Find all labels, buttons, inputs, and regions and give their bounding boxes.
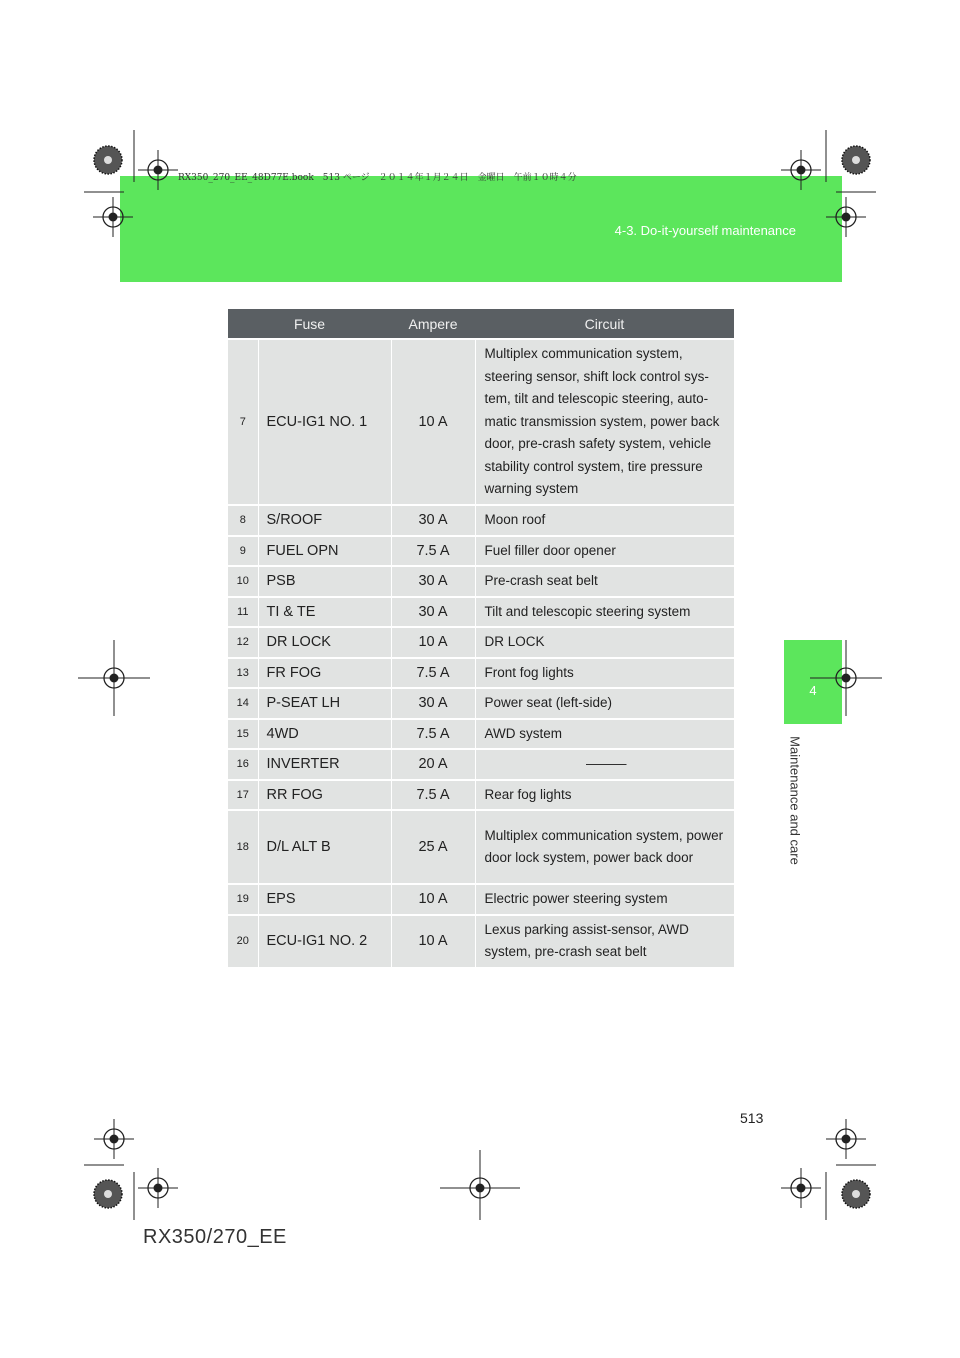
registration-mark-icon [842, 146, 870, 174]
fuse-ampere: 7.5 A [391, 719, 475, 750]
fuse-number: 15 [228, 719, 258, 750]
fuse-circuit: Moon roof [475, 505, 734, 536]
registration-mark-icon [842, 1180, 870, 1208]
table-row [228, 597, 734, 628]
fuse-circuit: Pre-crash seat belt [475, 566, 734, 597]
fuse-name: INVERTER [258, 749, 391, 780]
fuse-circuit: Rear fog lights [475, 780, 734, 811]
registration-mark-icon [94, 1180, 122, 1208]
registration-mark-icon [94, 1119, 134, 1159]
header-fuse: Fuse [228, 309, 391, 339]
fuse-number: 9 [228, 536, 258, 567]
fuse-ampere: 30 A [391, 566, 475, 597]
fuse-name: FUEL OPN [258, 536, 391, 567]
fuse-name: FR FOG [258, 658, 391, 689]
fuse-ampere: 30 A [391, 597, 475, 628]
fuse-number: 12 [228, 627, 258, 658]
registration-mark-icon [94, 658, 134, 698]
fuse-number: 14 [228, 688, 258, 719]
fuse-circuit: DR LOCK [475, 627, 734, 658]
model-label: RX350/270_EE [143, 1226, 287, 1248]
section-title: 4-3. Do-it-yourself maintenance [614, 223, 796, 238]
fuse-name: D/L ALT B [258, 810, 391, 884]
print-info: RX350_270_EE_48D77E.book 513 ページ ２０１４年１月２４日 金曜日 午前１０時４分 [178, 173, 577, 183]
registration-mark-icon [138, 1168, 178, 1208]
fuse-name: S/ROOF [258, 505, 391, 536]
fuse-circuit: Front fog lights [475, 658, 734, 689]
fuse-name: DR LOCK [258, 627, 391, 658]
fuse-circuit: AWD system [475, 719, 734, 750]
table-row [228, 688, 734, 719]
table-row [228, 749, 734, 780]
fuse-circuit: Fuel filler door opener [475, 536, 734, 567]
fuse-name: ECU-IG1 NO. 1 [258, 339, 391, 505]
fuse-circuit: Tilt and telescopic steering system [475, 597, 734, 628]
fuse-number: 13 [228, 658, 258, 689]
fuse-ampere: 10 A [391, 627, 475, 658]
table-header-row [228, 309, 734, 339]
fuse-name: P-SEAT LH [258, 688, 391, 719]
fuse-ampere: 10 A [391, 915, 475, 967]
fuse-ampere: 20 A [391, 749, 475, 780]
table-row [228, 719, 734, 750]
table-row [228, 627, 734, 658]
table-row [228, 566, 734, 597]
fuse-ampere: 10 A [391, 339, 475, 505]
table-row [228, 339, 734, 505]
fuse-number: 17 [228, 780, 258, 811]
registration-mark-icon [826, 1119, 866, 1159]
table-row [228, 780, 734, 811]
chapter-number: 4 [809, 683, 817, 698]
table-row [228, 915, 734, 967]
fuse-number: 11 [228, 597, 258, 628]
fuse-ampere: 25 A [391, 810, 475, 884]
fuse-number: 10 [228, 566, 258, 597]
chapter-label: Maintenance and care [787, 736, 803, 865]
table-row [228, 658, 734, 689]
fuse-name: PSB [258, 566, 391, 597]
fuse-table [228, 309, 734, 967]
fuse-circuit: Electric power steering system [475, 884, 734, 915]
fuse-number: 18 [228, 810, 258, 884]
fuse-circuit: ——— [475, 749, 734, 780]
table-row [228, 810, 734, 884]
fuse-circuit: Multiplex communication system, steering sensor, shift lock control sys-tem, tilt and telescopic steering, auto-matic transmission system, power back door, pre-crash safety system, vehicle stability control system, tire pressure warning system [475, 339, 734, 505]
fuse-circuit: Power seat (left-side) [475, 688, 734, 719]
fuse-number: 19 [228, 884, 258, 915]
fuse-number: 8 [228, 505, 258, 536]
fuse-name: 4WD [258, 719, 391, 750]
fuse-name: TI & TE [258, 597, 391, 628]
fuse-circuit: Lexus parking assist-sensor, AWD system, pre-crash seat belt [475, 915, 734, 967]
table-row [228, 884, 734, 915]
fuse-name: RR FOG [258, 780, 391, 811]
fuse-ampere: 30 A [391, 688, 475, 719]
fuse-ampere: 30 A [391, 505, 475, 536]
fuse-name: ECU-IG1 NO. 2 [258, 915, 391, 967]
registration-mark-icon [460, 1168, 500, 1208]
fuse-ampere: 7.5 A [391, 658, 475, 689]
fuse-number: 20 [228, 915, 258, 967]
header-circuit: Circuit [475, 309, 734, 339]
fuse-ampere: 7.5 A [391, 780, 475, 811]
fuse-name: EPS [258, 884, 391, 915]
page-number: 513 [740, 1110, 764, 1126]
fuse-number: 16 [228, 749, 258, 780]
registration-mark-icon [94, 146, 122, 174]
fuse-ampere: 7.5 A [391, 536, 475, 567]
table-row [228, 505, 734, 536]
registration-mark-icon [781, 1168, 821, 1208]
fuse-ampere: 10 A [391, 884, 475, 915]
table-row [228, 536, 734, 567]
fuse-number: 7 [228, 339, 258, 505]
header-ampere: Ampere [391, 309, 475, 339]
fuse-circuit: Multiplex communication system, power door lock system, power back door [475, 810, 734, 884]
